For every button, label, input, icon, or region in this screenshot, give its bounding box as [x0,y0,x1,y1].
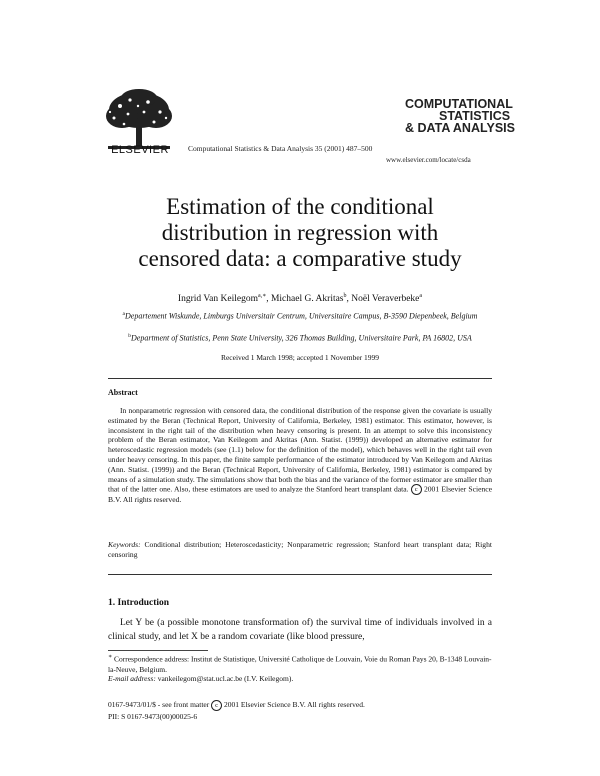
affiliation-a [120,309,480,322]
affiliation-text: Departement Wiskunde, Limburgs Universitair Centrum, Universitaire Campus, B-3590 Diepenbeek, Belgium [124,311,478,321]
introduction-paragraph: Let Y be (a possible monotone transformation of) the survival time of individuals involved in a clinical study, and let X be a random covariate (like blood pressure, [108,618,492,642]
journal-url[interactable]: www.elsevier.com/locate/csda [386,156,471,164]
title-line: distribution in regression with [161,220,439,245]
title-line: censored data: a comparative study [138,246,462,271]
keywords [108,540,492,560]
received-dates: Received 1 March 1998; accepted 1 November 1999 [220,353,380,362]
footnote-mark: ∗ [108,654,113,660]
publisher-name: ELSEVIER [111,144,169,156]
title-line: Estimation of the conditional [166,194,434,219]
author-name: Ingrid Van Keilegom [177,294,258,305]
affiliation-mark: b [128,333,132,339]
footnote-correspondence [108,652,492,675]
abstract-heading: Abstract [108,388,138,397]
affiliation-mark: a [122,311,125,317]
author-affil-mark: a,∗ [257,293,267,299]
journal-title-line: & DATA ANALYSIS [405,121,515,135]
journal-citation: Computational Statistics & Data Analysis 35 (2001) 487–500 [188,144,373,153]
copyright-symbol: c [411,484,422,495]
correspondence-address: Correspondence address: Institut de Statistique, Université Catholique de Louvain, Voie du Roman Pays 20, B-1348 Louvain-la-Neuve, Belgium. [108,654,492,674]
author-list: Ingrid Van Keilegom$^{a,∗}$, Michael G. Akritas$^b$, Noël Veraverbeke$^a$ [177,293,423,305]
issn: 0167-9473/01/$ - see front matter [108,700,210,710]
section-heading-introduction: 1. Introduction [108,598,170,608]
journal-title-line: STATISTICS [439,109,511,123]
front-matter-copyright [108,700,492,711]
copyright-text: 2001 Elsevier Science B.V. All rights reserved. [223,700,365,710]
author-affil-mark: a [419,293,423,299]
affiliation-b [110,331,490,344]
email-address[interactable]: vankeilegom@stat.ucl.ac.be (I.V. Keilegom). [157,674,294,683]
footnote-email [108,674,492,684]
author-name: Noël Veraverbeke [351,294,420,305]
author-affil-mark: b [343,293,347,299]
journal-title [405,98,545,134]
abstract-text: In nonparametric regression with censored data, the conditional distribution of the response given the covariate is usually estimated by the Beran (Technical Report, University of California, Berkeley, 1981) estimator. This estimator, however, is inconsistent in the right tail of the distribution when heavy censoring is present. In an attempt to solve this inconsistency problem of the Beran estimator, Van Keilegom and Akritas (Ann. Statist. (1999)) developed an alternative estimator for heteroscedastic regression models (see (1.1) below for the definition of the model), which behaves well in the right tail even under heavy censoring. In this paper, the finite sample performance of the estimator introduced by Van Keilegom and Akritas (Ann. Statist. (1999)) and the Beran (Technical Report, University of California, Berkeley, 1981) estimator is compared by means of a simulation study. The simulations show that both the bias and the variance of the former estimator are smaller than that of the latter one. Also, these estimators are used to analyze the Stanford heart transplant data. [108,406,492,494]
footnote-rule [108,650,208,651]
abstract-copyright: 2001 Elsevier Science B.V. All rights reserved. [108,484,492,505]
article-title [60,194,540,272]
journal-title-line: COMPUTATIONAL [405,97,513,111]
pii: PII: S 0167-9473(00)00025-6 [108,712,198,721]
affiliation-text: Department of Statistics, Penn State University, 326 Thomas Building, Universitaire Park, PA 16802, USA [131,333,472,343]
abstract-bottom-rule [108,574,492,575]
author-name: Michael G. Akritas [270,294,344,305]
abstract-top-rule [108,378,492,379]
keywords-list: Conditional distribution; Heteroscedasticity; Nonparametric regression; Stanford heart transplant data; Right censoring [108,540,492,559]
keywords-label: Keywords: [108,540,141,549]
copyright-symbol: c [211,700,222,711]
abstract-body [108,406,492,505]
email-label: E-mail address: [108,674,156,683]
